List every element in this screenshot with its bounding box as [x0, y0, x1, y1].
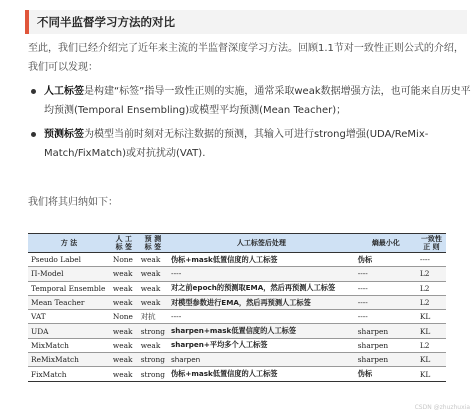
- table-row: [28, 295, 446, 309]
- cell-consistency-reg: KL: [417, 353, 446, 367]
- cell-post-processing: ----: [168, 267, 355, 281]
- cell-method: Pseudo Label: [28, 253, 110, 267]
- header-consistency-reg-text: 一致性 正 则: [420, 234, 442, 251]
- cell-entropy-min: ----: [355, 295, 417, 309]
- table-row: [28, 253, 446, 267]
- cell-method: Temporal Ensemble: [28, 281, 110, 295]
- section-heading-text: 不同半监督学习方法的对比: [37, 15, 175, 29]
- bullet-item-artificial-label: [28, 82, 472, 120]
- cell-predicted-label: weak: [138, 338, 168, 352]
- header-entropy-min: 熵最小化: [355, 234, 417, 253]
- cell-predicted-label: weak: [138, 253, 168, 267]
- summary-paragraph: 我们将其归纳如下：: [28, 197, 118, 208]
- cell-artificial-label: weak: [110, 338, 138, 352]
- header-artificial-label-text: 人 工 标 签: [115, 234, 133, 251]
- cell-artificial-label: None: [110, 310, 138, 324]
- header-consistency-reg: [417, 234, 446, 253]
- cell-entropy-min: ----: [355, 310, 417, 324]
- cell-artificial-label: weak: [110, 267, 138, 281]
- cell-entropy-min: ----: [355, 267, 417, 281]
- cell-artificial-label: weak: [110, 367, 138, 381]
- cell-post-processing: sharpen: [168, 353, 355, 367]
- table-body: [28, 253, 446, 382]
- cell-post-processing: 伪标+mask低置信度的人工标签: [168, 367, 355, 381]
- cell-entropy-min: sharpen: [355, 353, 417, 367]
- cell-method: MixMatch: [28, 338, 110, 352]
- cell-artificial-label: weak: [110, 295, 138, 309]
- cell-method: FixMatch: [28, 367, 110, 381]
- header-post-processing: 人工标签后处理: [168, 234, 355, 253]
- cell-consistency-reg: L2: [417, 338, 446, 352]
- cell-consistency-reg: KL: [417, 310, 446, 324]
- cell-consistency-reg: KL: [417, 324, 446, 338]
- cell-entropy-min: 伪标: [355, 253, 417, 267]
- cell-method: Π-Model: [28, 267, 110, 281]
- section-heading: [25, 10, 467, 34]
- cell-artificial-label: weak: [110, 353, 138, 367]
- table-header-row: [28, 234, 446, 253]
- cell-entropy-min: sharpen: [355, 324, 417, 338]
- header-artificial-label: [110, 234, 138, 253]
- cell-post-processing: 伪标+mask低置信度的人工标签: [168, 253, 355, 267]
- cell-predicted-label: weak: [138, 295, 168, 309]
- cell-method: Mean Teacher: [28, 295, 110, 309]
- cell-predicted-label: strong: [138, 353, 168, 367]
- cell-post-processing: 对之前epoch的预测取EMA，然后再预测人工标签: [168, 281, 355, 295]
- header-method: 方 法: [28, 234, 110, 253]
- table-row: [28, 281, 446, 295]
- comparison-table-container: [28, 233, 446, 382]
- cell-post-processing: sharpen+平均多个人工标签: [168, 338, 355, 352]
- cell-predicted-label: weak: [138, 281, 168, 295]
- cell-consistency-reg: ----: [417, 253, 446, 267]
- bullet-term: 预测标签: [44, 129, 84, 140]
- cell-consistency-reg: L2: [417, 295, 446, 309]
- cell-entropy-min: 伪标: [355, 367, 417, 381]
- bullet-list: [28, 82, 472, 168]
- cell-method: UDA: [28, 324, 110, 338]
- table-row: [28, 338, 446, 352]
- comparison-table: [28, 233, 446, 382]
- cell-artificial-label: weak: [110, 324, 138, 338]
- bullet-term: 人工标签: [44, 86, 84, 97]
- header-predicted-label: [138, 234, 168, 253]
- cell-post-processing: 对模型参数进行EMA，然后再预测人工标签: [168, 295, 355, 309]
- cell-consistency-reg: L2: [417, 267, 446, 281]
- cell-entropy-min: ----: [355, 281, 417, 295]
- intro-paragraph: 至此，我们已经介绍完了近年来主流的半监督深度学习方法。回顾1.1节对一致性正则公式的介绍，我们可以发现：: [28, 43, 464, 73]
- cell-artificial-label: weak: [110, 281, 138, 295]
- table-row: [28, 310, 446, 324]
- cell-predicted-label: strong: [138, 324, 168, 338]
- header-predicted-label-text: 预 测 标 签: [144, 234, 162, 251]
- watermark: CSDN @zhuzhuxia: [414, 404, 470, 411]
- table-row: [28, 267, 446, 281]
- table-row: [28, 353, 446, 367]
- bullet-item-predicted-label: [28, 125, 472, 163]
- cell-post-processing: ----: [168, 310, 355, 324]
- cell-method: VAT: [28, 310, 110, 324]
- cell-consistency-reg: L2: [417, 281, 446, 295]
- bullet-text: 是构建“标签”指导一致性正则的实施，通常采取weak数据增强方法，也可能来自历史平均预测(Temporal Ensembling)或模型平均预测(Mean Teacher)；: [44, 86, 471, 116]
- cell-predicted-label: strong: [138, 367, 168, 381]
- table-row: [28, 324, 446, 338]
- table-row: [28, 367, 446, 381]
- bullet-text: 为模型当前时刻对无标注数据的预测，其输入可进行strong增强(UDA/ReMix-Match/FixMatch)或对抗扰动(VAT).: [44, 129, 429, 159]
- cell-consistency-reg: KL: [417, 367, 446, 381]
- cell-post-processing: sharpen+mask低置信度的人工标签: [168, 324, 355, 338]
- cell-predicted-label: weak: [138, 267, 168, 281]
- cell-method: ReMixMatch: [28, 353, 110, 367]
- cell-predicted-label: 对抗: [138, 310, 168, 324]
- cell-entropy-min: sharpen: [355, 338, 417, 352]
- cell-artificial-label: None: [110, 253, 138, 267]
